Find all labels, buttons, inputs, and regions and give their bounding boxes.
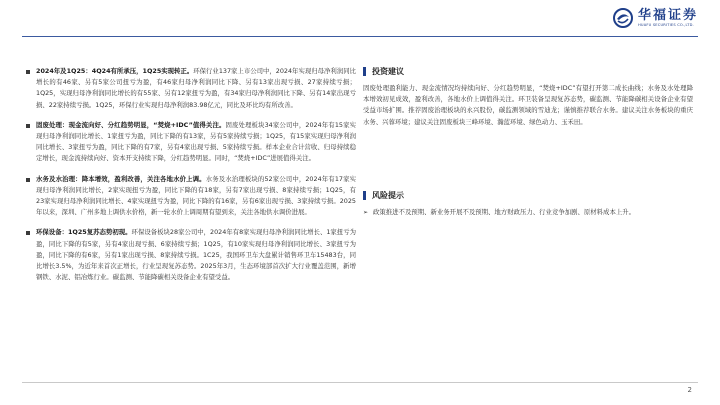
logo-chinese-name: 华福证券 bbox=[637, 7, 698, 23]
footer-divider bbox=[22, 382, 698, 383]
paragraph-body: 固废处理板块34家公司中，2024年有15家实现归母净利润同比增长、1家扭亏为盈，同比下降的有13家，另有5家持续亏损；1Q25，有15家实现归母净利润同比增长、3家扭亏为盈，同比下降的有7家，另有4家出现亏损、5家持续亏损。样本企业合计营收、归母持续稳定增长，现金流持续向好、资本开支持续下降，分红趋势明显。同时，“焚烧+IDC”进展值得关注。 bbox=[36, 120, 356, 163]
right-column bbox=[363, 66, 693, 218]
paragraph-text bbox=[36, 66, 356, 111]
square-bullet-icon bbox=[26, 124, 30, 128]
left-column bbox=[26, 66, 356, 292]
paragraph-heading: 固废处理：现金流向好、分红趋势明显，“焚烧+IDC”值得关注。 bbox=[36, 120, 226, 129]
risk-warning-text: 政策推进不及预期、新业务开展不及预期、地方财政压力、行业竞争加剧、原材料成本上升。 bbox=[373, 207, 636, 216]
square-bullet-icon bbox=[26, 231, 30, 235]
logo-english-name: HUAFU SECURITIES CO.,LTD. bbox=[637, 22, 694, 27]
section-bar-icon bbox=[363, 67, 366, 76]
paragraph-heading: 环保设备：1Q25复苏态势初现。 bbox=[36, 228, 132, 237]
equipment-paragraph bbox=[26, 227, 356, 283]
huafu-logo-icon bbox=[613, 8, 633, 28]
header-divider bbox=[22, 36, 698, 37]
water-paragraph bbox=[26, 174, 356, 219]
investment-advice-title: 投资建议 bbox=[372, 67, 404, 76]
paragraph-body: 环保行业137家上市公司中，2024年实现归母净利润同比增长的有46家、另有5家公司扭亏为盈，有46家归母净利润同比下降、另有13家出现亏损、27家持续亏损；1Q25，实现归母净利润同比增长的有55家、另有12家扭亏为盈，有34家归母净利润同比下降、另有14家出现亏损、22家持续亏损。1Q25，环保行业实现归母净利润83.98亿元，同比及环比均有所改善。 bbox=[36, 67, 356, 109]
risk-item bbox=[363, 207, 693, 218]
paragraph-body: 水务及水治理板块的52家公司中，2024年有17家实现归母净利润同比增长，2家实现扭亏为盈，同比下降的有18家，另有7家出现亏损、8家持续亏损；1Q25，有23家实现归母净利润同比增长、4家实现扭亏为盈，同比下降的有16家，另有6家出现亏损、3家持续亏损。2025年以来，深圳、广州多地上调供水价格，新一轮水价上调周期有望到来，关注各地供水调价进展。 bbox=[36, 174, 357, 217]
risk-warning-header bbox=[363, 190, 693, 201]
square-bullet-icon bbox=[26, 70, 30, 74]
paragraph-text bbox=[36, 174, 356, 219]
paragraph-text bbox=[36, 227, 356, 283]
solid-waste-paragraph bbox=[26, 120, 356, 165]
investment-advice-text: 固废处理盈利能力、现金流情况均持续向好、分红趋势明显，“焚烧+IDC”有望打开第二成长曲线；水务及水处理降本增效初见成效，盈利改善，各地水价上调值得关注。环卫装备呈现复苏态势，碳监测、节能降碳相关设备企业有望受益市场扩围。推荐固废治理板块的永兴股份，碳监测领域的雪迪龙；谨慎推荐联合水务。建议关注水务板块的重庆水务、兴蓉环境；建议关注固废板块三峰环境、瀚蓝环境、绿色动力、玉禾田。 bbox=[363, 84, 693, 126]
section-bar-icon bbox=[363, 191, 366, 200]
paragraph-body: 环保设备板块28家公司中，2024年有8家实现归母净利润同比增长、1家扭亏为盈，同比下降的有5家，另有4家出现亏损、6家持续亏损；1Q25，有10家实现归母净利润同比增长、3家扭亏为盈，同比下降的有6家，另有1家出现亏损、8家持续亏损。1C25，我国环卫车大盘累计销售环卫车15483台，同比增长3.5%，为近年来首次正增长，行业呈现复苏态势。2025年3月，生态环境部首次扩大行业覆盖范围，新增钢铁、水泥、铝冶炼行业。碳监测、节能降碳相关设备企业有望受益。 bbox=[36, 228, 356, 282]
summary-paragraph bbox=[26, 66, 356, 111]
risk-warning-title: 风险提示 bbox=[372, 190, 404, 200]
company-logo bbox=[613, 8, 698, 28]
investment-advice-header bbox=[363, 66, 693, 77]
square-bullet-icon bbox=[26, 178, 30, 182]
paragraph-text bbox=[36, 120, 356, 165]
paragraph-heading: 2024年及1Q25：4Q24有所承压，1Q25实现转正。 bbox=[36, 67, 194, 75]
paragraph-heading: 水务及水治理：降本增效，盈利改善，关注各地水价上调。 bbox=[36, 174, 206, 183]
arrow-bullet-icon: ➢ bbox=[363, 208, 369, 216]
page-number: 2 bbox=[687, 386, 692, 394]
